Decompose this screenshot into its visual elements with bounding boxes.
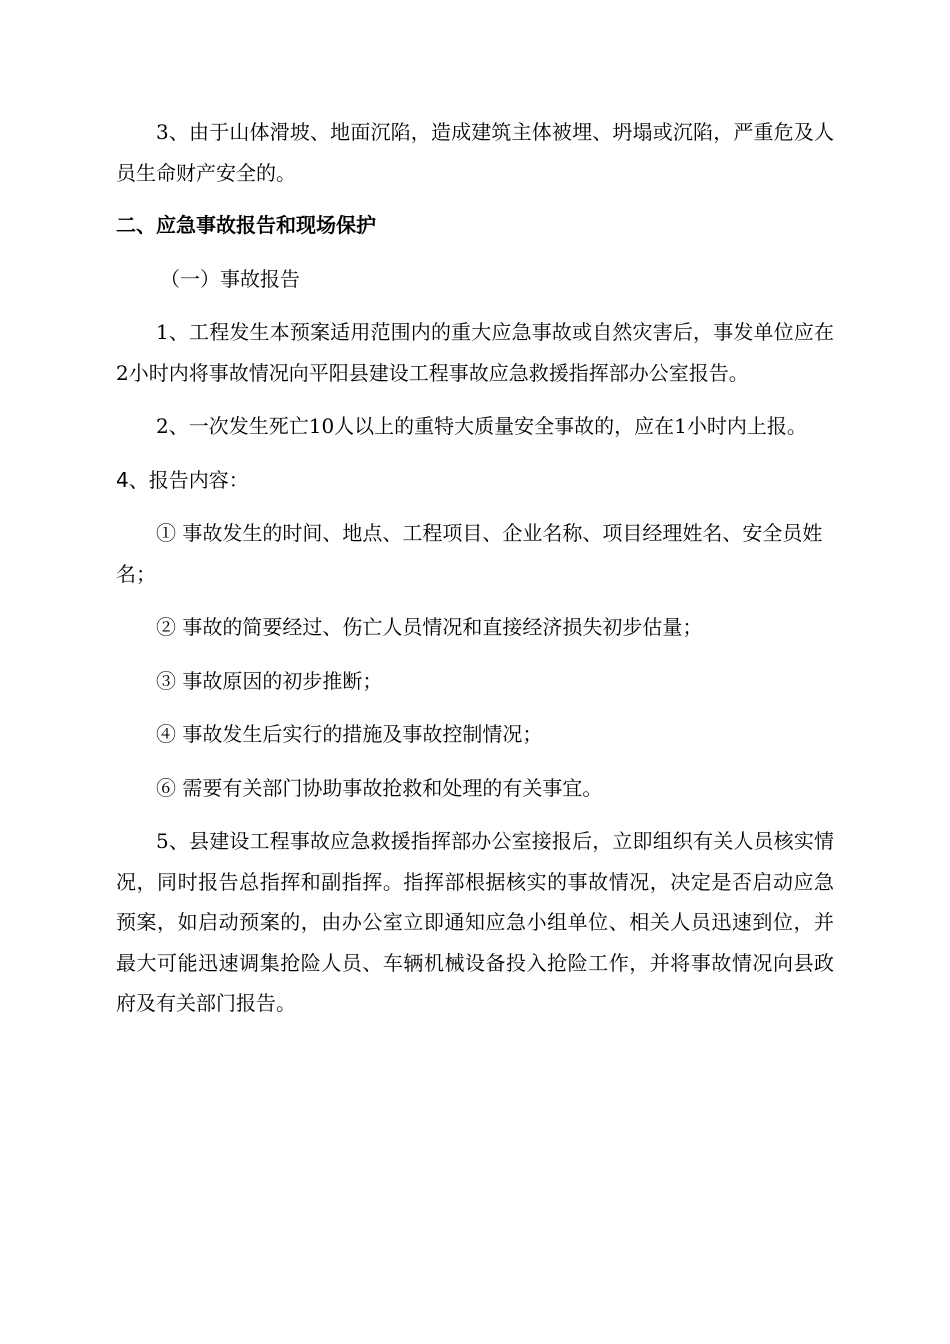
content-item-3: ③ 事故原因的初步推断； [156,668,383,693]
paragraph-item-5: 5、县建设工程事故应急救援指挥部办公室接报后，立即组织有关人员核实情况，同时报告总指挥和副指挥。指挥部根据核实的事故情况，决定是否启动应急预案，如启动预案的，由办公室立即通知应急小组单位、相关人员迅速到位，并最大可能迅速调集抢险人员、车辆机械设备投入抢险工作，并将事故情况向县政府及有关部门报告。 [116,829,834,1015]
content-item-4: ④ 事故发生后实行的措施及事故控制情况； [156,722,543,746]
content-item-1: ① 事故发生的时间、地点、工程项目、企业名称、项目经理姓名、安全员姓名； [116,521,823,586]
paragraph-item-1: 1、工程发生本预案适用范围内的重大应急事故或自然灾害后，事发单位应在2小时内将事故情况向平阳县建设工程事故应急救援指挥部办公室报告。 [116,320,834,385]
paragraph-item-2: 2、一次发生死亡10人以上的重特大质量安全事故的，应在1小时内上报。 [156,414,807,438]
report-content-text: 、报告内容： [128,467,249,492]
report-content-label [116,460,834,501]
paragraph-3: 3、由于山体滑坡、地面沉陷，造成建筑主体被埋、坍塌或沉陷，严重危及人员生命财产安全的。 [116,120,834,185]
report-content-number: 4 [116,467,129,492]
content-item-2: ② 事故的简要经过、伤亡人员情况和直接经济损失初步估量； [156,615,703,639]
document-body [116,112,834,1024]
content-item-6: ⑥ 需要有关部门协助事故抢救和处理的有关事宜。 [156,775,603,800]
subsection-heading: （一）事故报告 [160,266,300,291]
section-heading: 二、应急事故报告和现场保护 [116,213,376,237]
